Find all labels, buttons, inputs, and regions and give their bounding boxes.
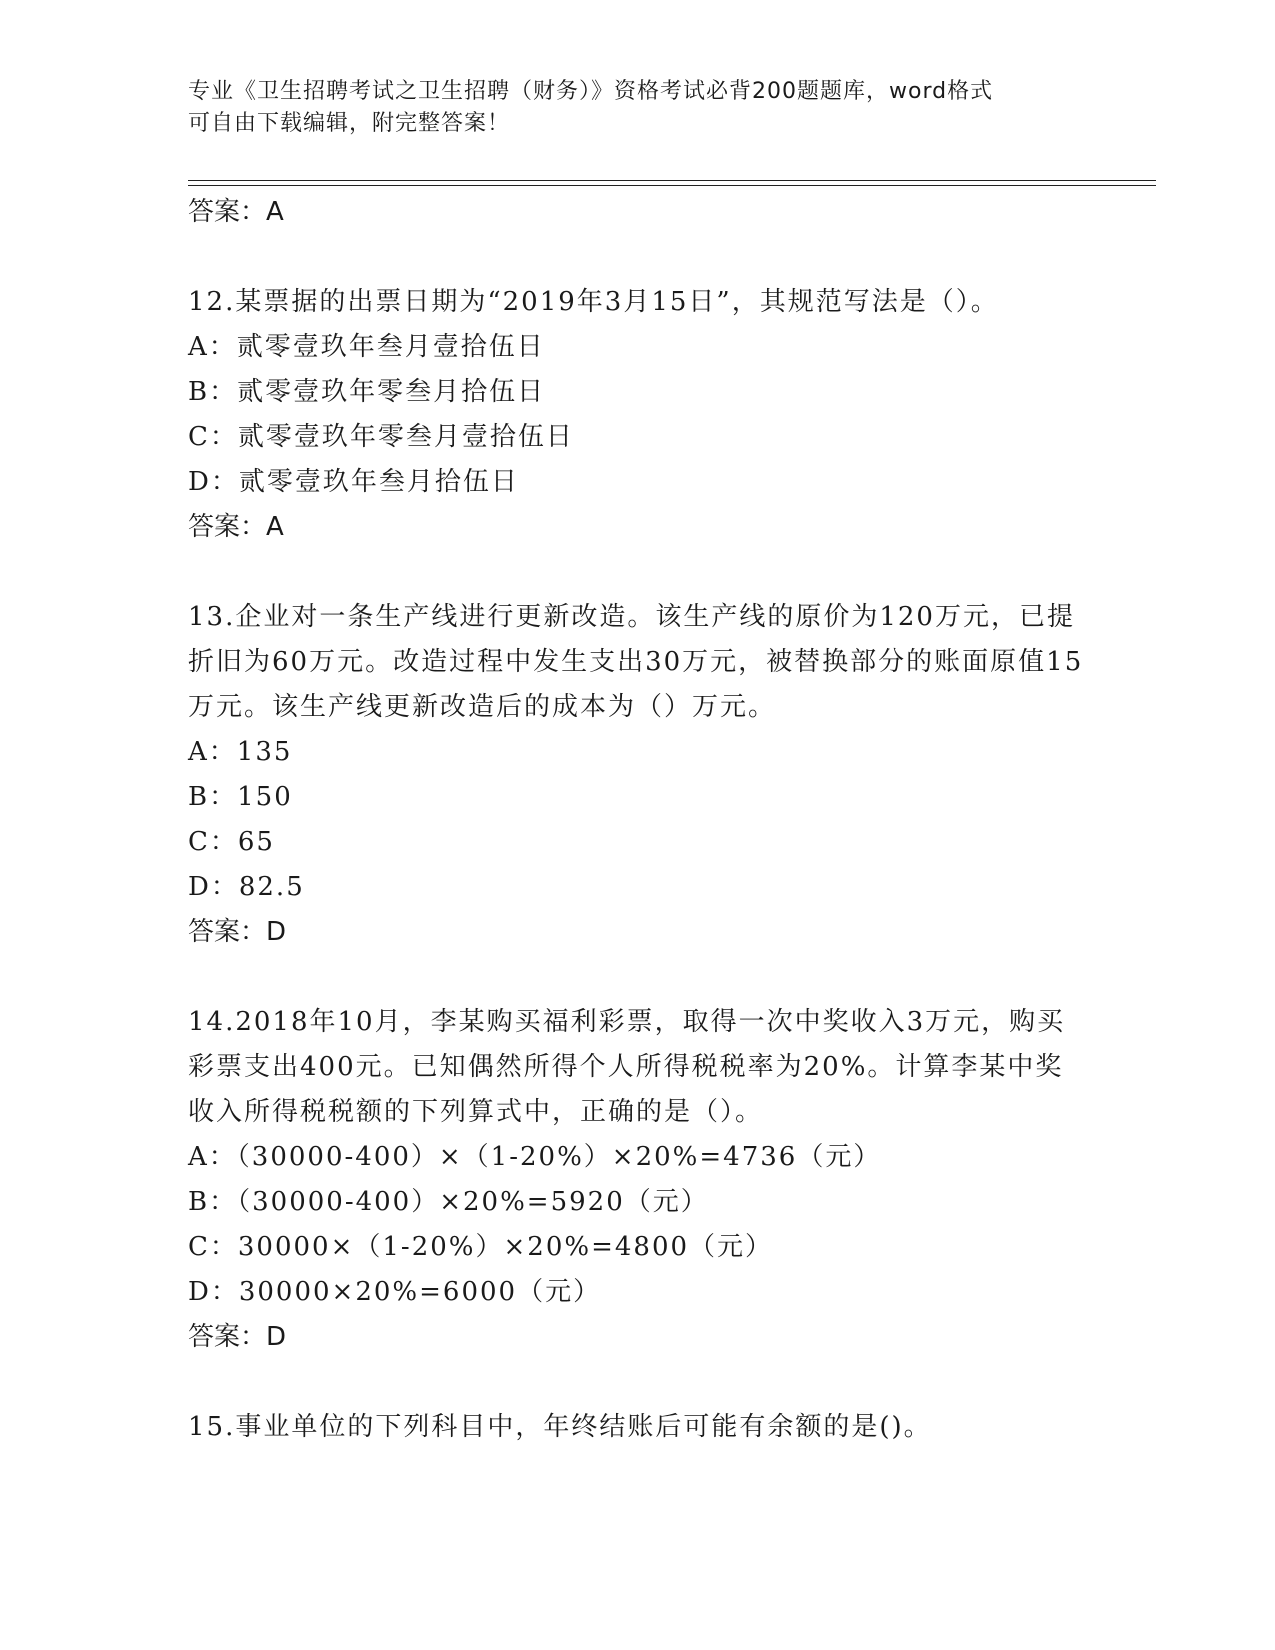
question-list bbox=[188, 190, 1088, 1450]
option-c: C：30000×（1-20%）×20%=4800（元） bbox=[188, 1232, 774, 1262]
option-b: B：（30000-400）×20%=5920（元） bbox=[188, 1187, 709, 1217]
option-b: B：贰零壹玖年零叁月拾伍日 bbox=[188, 377, 546, 407]
header-divider-top bbox=[188, 180, 1156, 181]
option-a: A：贰零壹玖年叁月壹拾伍日 bbox=[188, 332, 545, 362]
option-d: D：82.5 bbox=[188, 872, 305, 902]
document-header bbox=[188, 76, 1068, 140]
question-stem: 14.2018年10月，李某购买福利彩票，取得一次中奖收入3万元，购买彩票支出400元。已知偶然所得个人所得税税率为20%。计算李某中奖收入所得税税额的下列算式中，正确的是（）。 bbox=[188, 1007, 1066, 1127]
option-c: C：65 bbox=[188, 827, 275, 857]
option-d: D：贰零壹玖年叁月拾伍日 bbox=[188, 467, 519, 497]
question-14 bbox=[188, 1000, 1088, 1359]
question-12 bbox=[188, 280, 1088, 549]
question-13 bbox=[188, 595, 1088, 954]
answer-line: 答案：D bbox=[188, 1322, 287, 1352]
option-b: B：150 bbox=[188, 782, 293, 812]
question-stem: 15.事业单位的下列科目中，年终结账后可能有余额的是()。 bbox=[188, 1412, 932, 1442]
question-stem: 13.企业对一条生产线进行更新改造。该生产线的原价为120万元，已提折旧为60万元。改造过程中发生支出30万元，被替换部分的账面原值15万元。该生产线更新改造后的成本为（）万元。 bbox=[188, 602, 1084, 722]
answer-line: 答案：D bbox=[188, 917, 287, 947]
option-c: C：贰零壹玖年零叁月壹拾伍日 bbox=[188, 422, 574, 452]
option-a: A：（30000-400）×（1-20%）×20%=4736（元） bbox=[188, 1142, 882, 1172]
answer-line: 答案：A bbox=[188, 197, 284, 227]
answer-line: 答案：A bbox=[188, 512, 284, 542]
option-d: D：30000×20%=6000（元） bbox=[188, 1277, 602, 1307]
question-15 bbox=[188, 1405, 1088, 1450]
header-divider-bottom bbox=[188, 185, 1156, 186]
header-line-1: 专业《卫生招聘考试之卫生招聘（财务）》资格考试必背200题题库，word格式 bbox=[188, 79, 994, 104]
header-line-2: 可自由下载编辑，附完整答案！ bbox=[188, 111, 511, 136]
option-a: A：135 bbox=[188, 737, 293, 767]
question-stem: 12.某票据的出票日期为“2019年3月15日”，其规范写法是（）。 bbox=[188, 287, 999, 317]
